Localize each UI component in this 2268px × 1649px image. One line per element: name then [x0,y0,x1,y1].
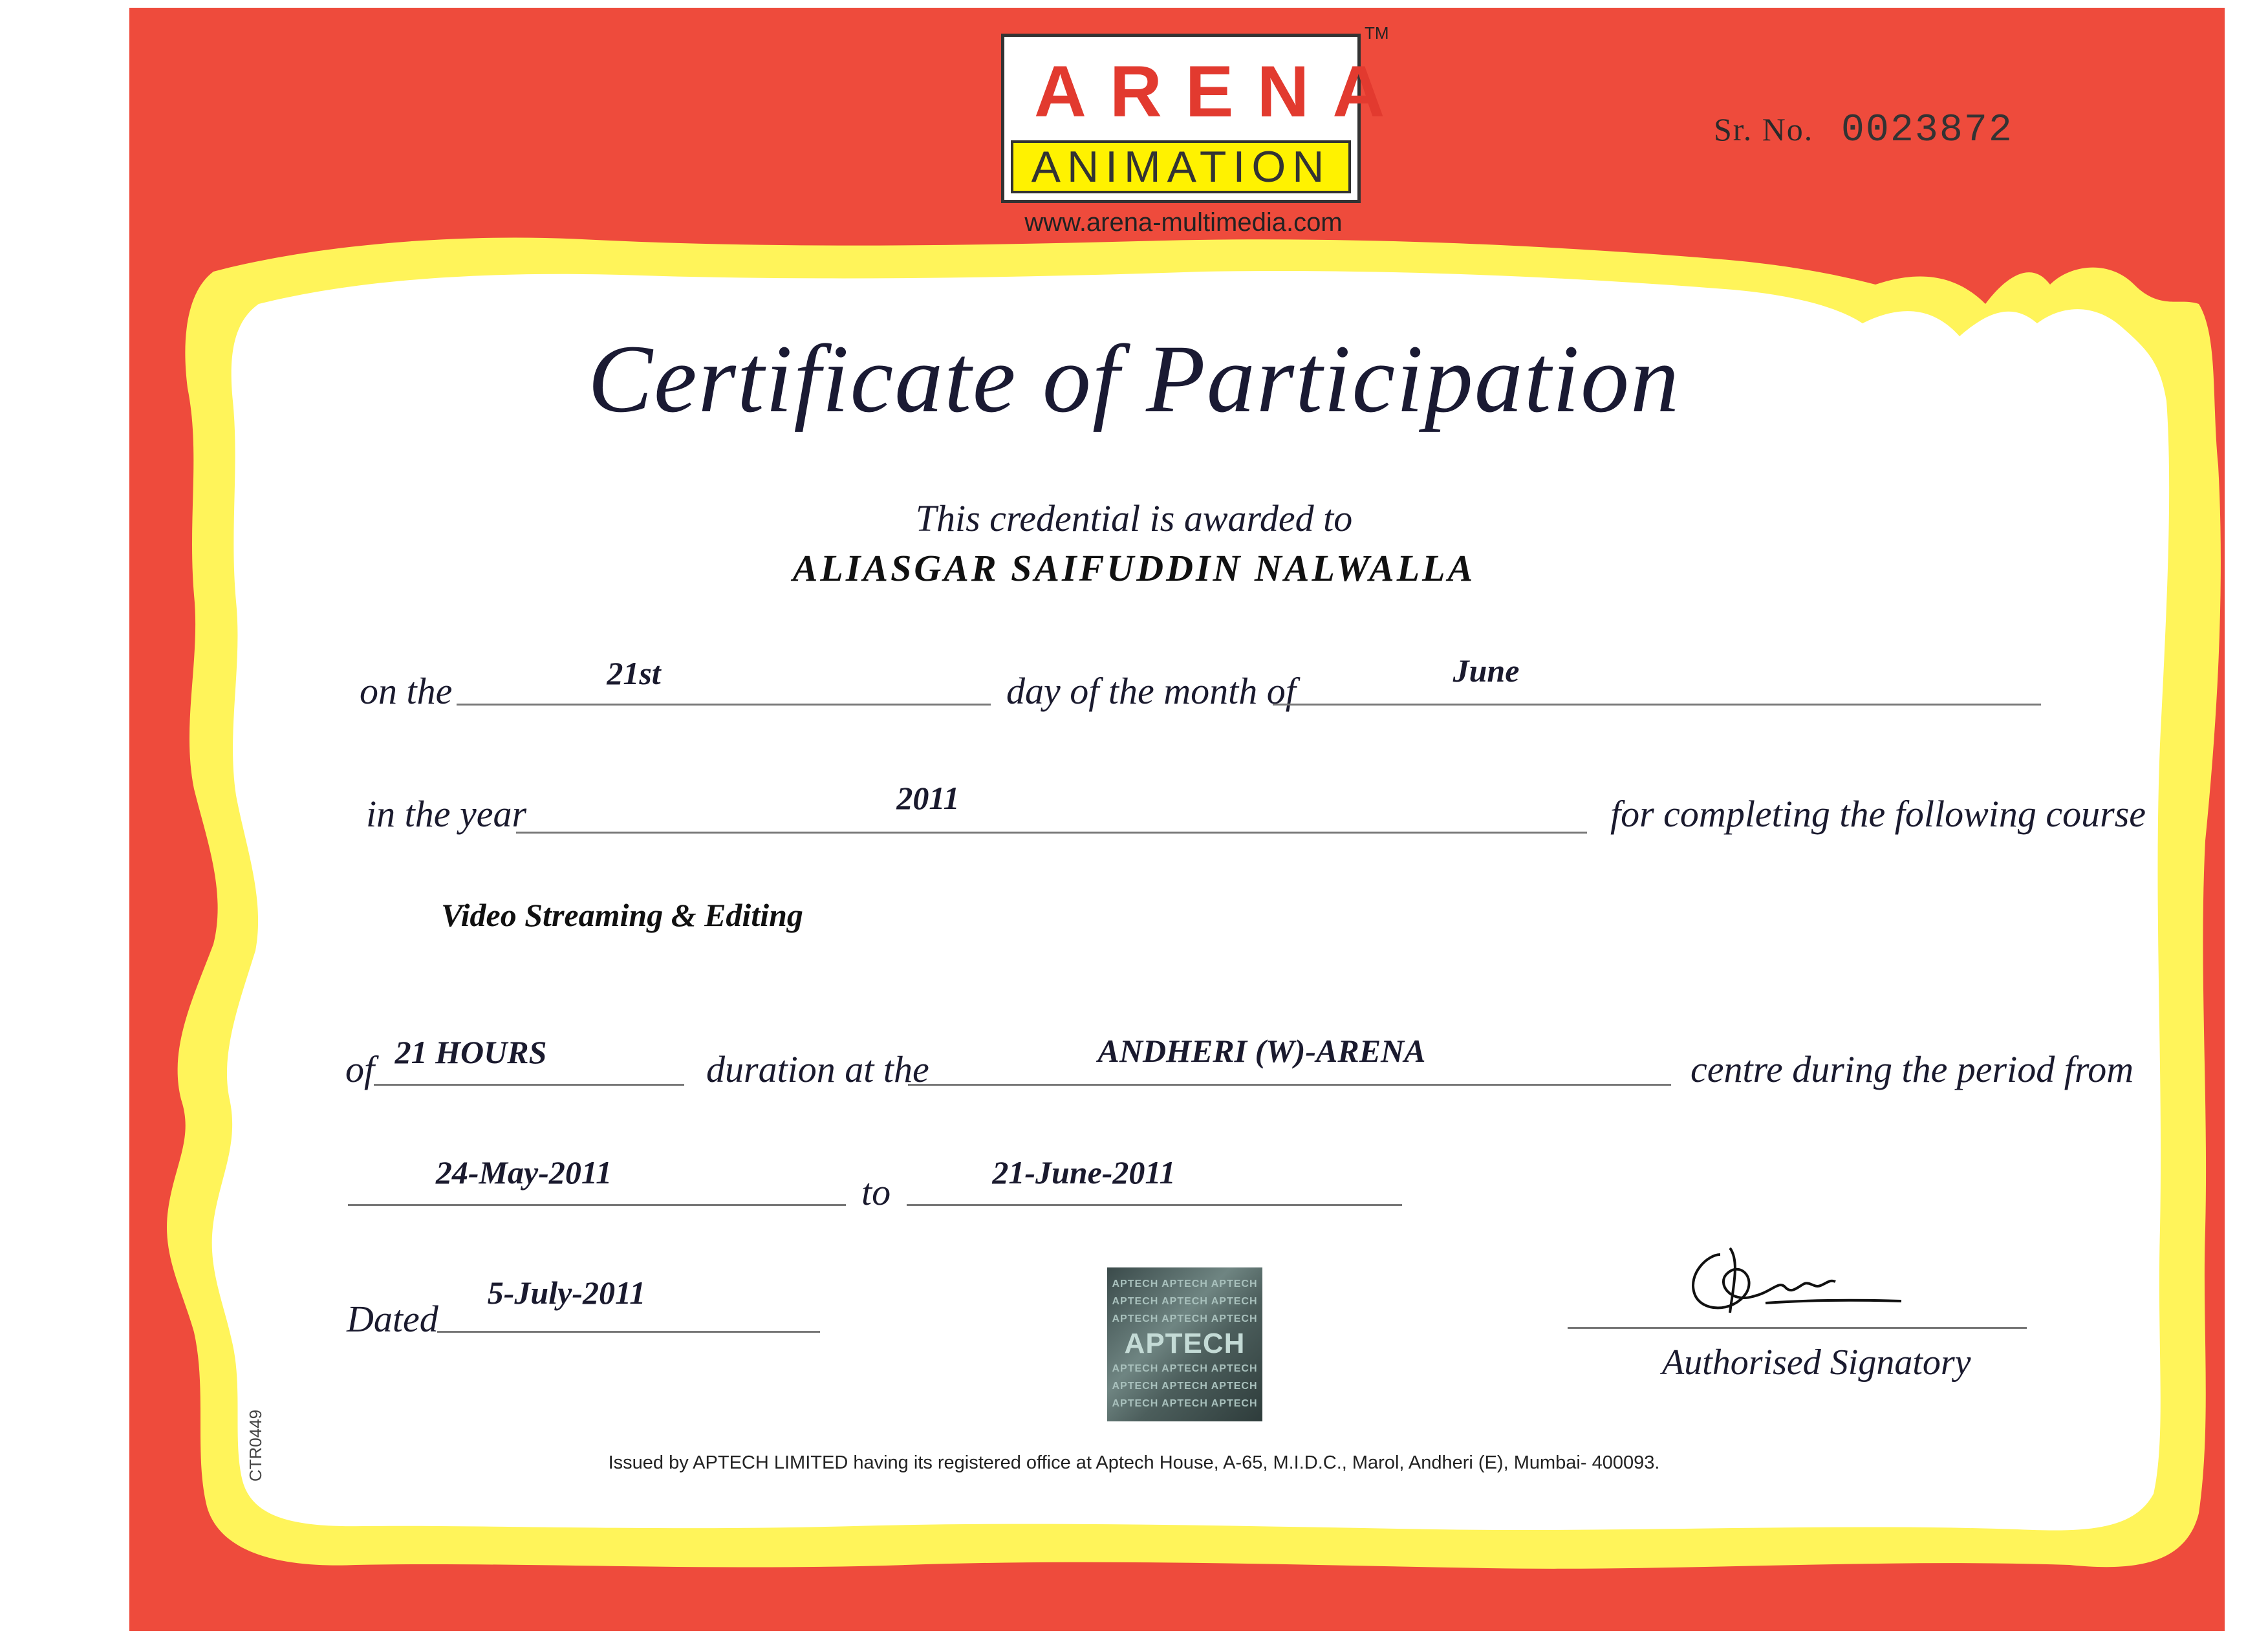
dated-underline [437,1331,820,1333]
duration-underline [374,1084,684,1086]
recipient-name: ALIASGAR SAIFUDDIN NALWALLA [792,547,1476,589]
logo-animation-text: ANIMATION [1011,140,1351,193]
label-for-completing: for completing the following course [1610,793,2146,835]
signature-underline [1568,1327,2027,1329]
authorised-signature [1669,1242,1914,1326]
label-day-of-month: day of the month of [1006,670,1296,712]
value-centre: ANDHERI (W)-ARENA [1097,1033,1426,1069]
from-date-underline [348,1204,846,1206]
centre-underline [908,1084,1671,1086]
arena-animation-logo [1001,34,1409,203]
value-duration: 21 HOURS [394,1034,547,1070]
to-date-underline [907,1204,1402,1206]
logo-arena-text: ARENA [1011,43,1351,140]
label-on-the: on the [360,670,453,712]
logo-website: www.arena-multimedia.com [1024,208,1343,237]
year-underline [516,832,1587,834]
serial-value: 0023872 [1841,109,2013,153]
label-centre-during: centre during the period from [1690,1048,2134,1090]
trademark-mark: TM [1365,23,1389,43]
value-dated: 5-July-2011 [487,1275,646,1311]
form-code: CTR0449 [246,1409,266,1482]
value-day: 21st [607,655,661,691]
day-underline [457,704,991,706]
value-course: Video Streaming & Editing [441,897,803,933]
value-month: June [1453,652,1520,689]
serial-label: Sr. No. [1714,111,1814,147]
value-from-date: 24-May-2011 [435,1154,612,1191]
label-duration-at: duration at the [706,1048,929,1090]
label-to: to [861,1171,891,1213]
label-of: of [345,1048,375,1090]
label-in-the-year: in the year [366,793,527,835]
awarded-text: This credential is awarded to [915,497,1353,539]
label-authorised-signatory: Authorised Signatory [1662,1342,1971,1383]
issued-by-footer: Issued by APTECH LIMITED having its registered office at Aptech House, A-65, M.I.D.C., Marol, Andheri (E), Mumbai- 400093. [608,1452,1660,1473]
aptech-hologram-seal: APTECH APTECH APTECH APTECH APTECH APTECH APTECH APTECH APTECH APTECH APTECH APTECH APTECH APTECH APTECH APTECH APTECH APTECH APTECH [1107,1267,1262,1421]
certificate-title: Certificate of Participation [587,325,1681,433]
value-to-date: 21-June-2011 [992,1154,1176,1191]
label-dated: Dated [347,1298,438,1340]
value-year: 2011 [896,780,960,816]
serial-number [1714,109,2013,153]
month-underline [1273,704,2041,706]
